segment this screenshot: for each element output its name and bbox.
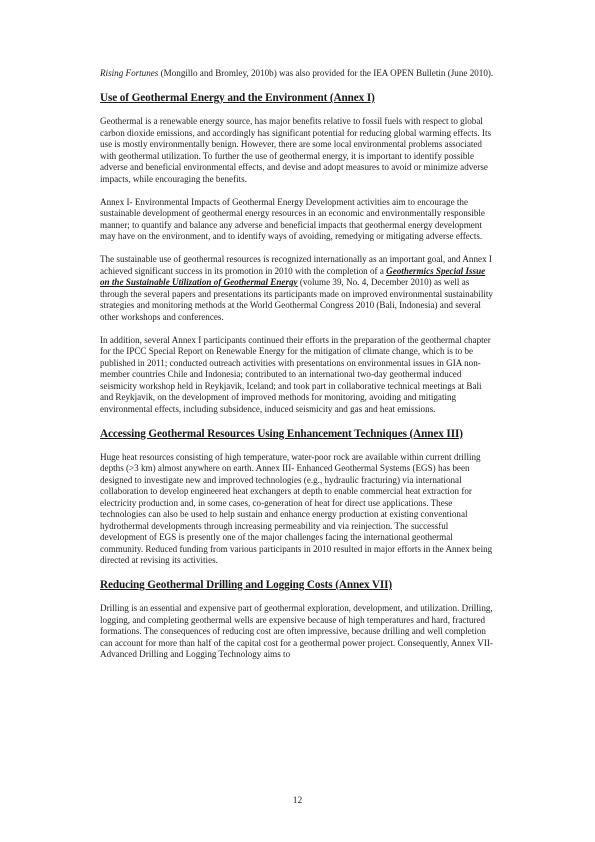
annex-i-paragraph-2: Annex I- Environmental Impacts of Geothermal Energy Development activities aim to encourage the sustainable development of geothermal energy resources in an economic and environmentally responsible manner; to quantify and balance any adverse and beneficial impacts that geothermal energy development may have on the environment, and to identify ways of avoiding, remedying or mitigating adverse effects. (100, 196, 485, 241)
page-number: 12 (292, 796, 303, 806)
annex-i-paragraph-1: Geothermal is a renewable energy source, has major benefits relative to fossil fuels with respect to global carbon dioxide emissions, and accordingly has significant potential for reducing global warming effects. Its use is mostly environmentally benign. However, there are some local environmental problems associated with geothermal utilization. To further the use of geothermal energy, it is important to identify possible adverse and beneficial environmental effects, and devise and adopt measures to avoid or minimize adverse impacts, while encouraging the benefits. (100, 116, 492, 184)
rising-fortunes-title: Rising Fortunes (100, 68, 159, 78)
geothermics-special-issue-reference: Geothermics Special Issue on the Sustainable Utilization of Geothermal Energy (100, 265, 486, 287)
document-page (100, 68, 495, 672)
annex-i-paragraph-4: In addition, several Annex I participants continued their efforts in the preparation of the geothermal chapter for the IPCC Special Report on Renewable Energy for the mitigation of climate change, which is to be published in 2011; conducted outreach activities with presentations on environmental issues in GIA non-member countries Chile and Indonesia; contributed to an international two-day geothermal induced seismicity workshop held in Reykjavik, Iceland; and took part in collaborative technical meetings at Bali and Reykjavik, on the development of improved methods for monitoring, avoiding and mitigating environmental effects, including subsidence, induced seismicity and gas and heat emissions. (100, 334, 491, 414)
annex-i-p3-after: (volume 39, No. 4, December 2010) as well as through the several papers and presentations its participants made on improved environmental sustainability strategies and monitoring methods at the World Geothermal Congress 2010 (Bali, Indonesia) and several other workshops and conferences. (100, 277, 493, 322)
annex-i-p3-before: The sustainable use of geothermal resources is recognized internationally as an important goal, and Annex I achieved significant success in its promotion in 2010 with the completion of a (100, 254, 492, 276)
section-heading-annex-vii: Reducing Geothermal Drilling and Logging Costs (Annex VII) (100, 579, 393, 591)
annex-i-paragraph-3 (100, 254, 495, 323)
annex-iii-paragraph-1: Huge heat resources consisting of high temperature, water-poor rock are available within current drilling depths (>3 km) almost anywhere on earth. Annex III- Enhanced Geothermal Systems (EGS) has been designed to investigate new and improved technologies (e.g., hydraulic fracturing) via international collaboration to develop engineered heat exchangers at depth to enable commercial heat extraction for electricity production and, in some cases, co-generation of heat for direct use applications. These technologies can also be used to help sustain and enhance energy production at existing conventional hydrothermal developments through increasing permeability and via reinjection. The successful development of EGS is presently one of the major challenges facing the international geothermal community. Reduced funding from various participants in 2010 resulted in major efforts in the Annex being directed at revising its activities. (100, 451, 493, 565)
intro-text: (Mongillo and Bromley, 2010b) was also provided for the IEA OPEN Bulletin (June 2010). (158, 68, 494, 78)
section-heading-annex-i: Use of Geothermal Energy and the Environment (Annex I) (100, 92, 375, 104)
section-heading-annex-iii: Accessing Geothermal Resources Using Enhancement Techniques (Annex III) (100, 427, 463, 440)
intro-paragraph (100, 68, 495, 80)
annex-vii-paragraph-1: Drilling is an essential and expensive part of geothermal exploration, development, and utilization. Drilling, logging, and completing geothermal wells are expensive because of high temperatures and hard, fractured formations. The consequences of reducing cost are often impressive, because drilling and well completion can account for more than half of the capital cost for a geothermal power project. Consequently, Annex VII- Advanced Drilling and Logging Technology aims to (100, 603, 493, 659)
